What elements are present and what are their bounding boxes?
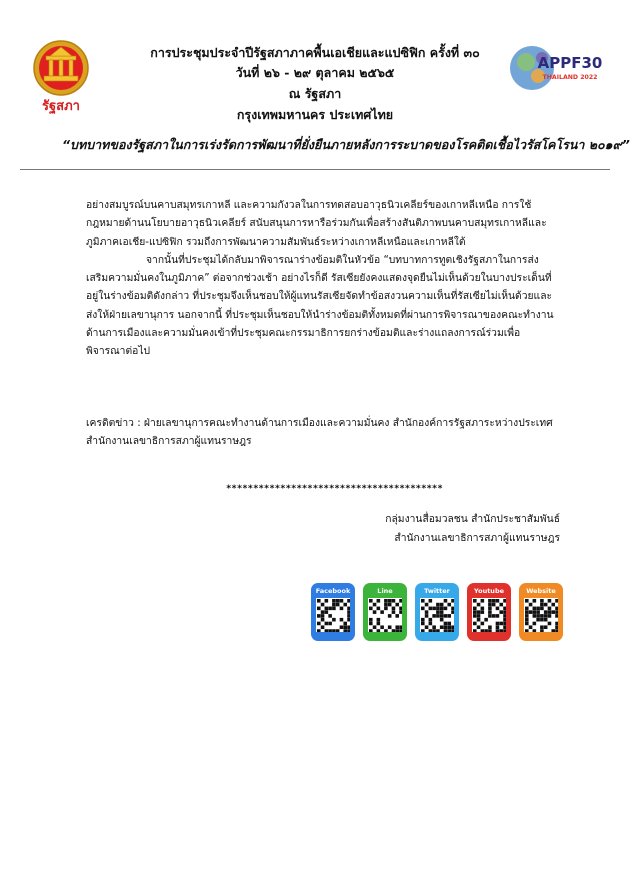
social-qr-links bbox=[311, 583, 563, 641]
website-label: Website bbox=[526, 587, 556, 595]
theme-subtitle: “บทบาทของรัฐสภาในการเร่งรัดการพัฒนาที่ยั่งยืนภายหลังการระบาดของโรคติดเชื้อไวรัสโคโรนา ๒๐๑๙” bbox=[62, 137, 630, 152]
website-qr-tile[interactable] bbox=[519, 583, 563, 641]
facebook-qr-tile[interactable] bbox=[311, 583, 355, 641]
appf30-logo-text: APPF30 bbox=[537, 54, 603, 72]
header-venue: ณ รัฐสภา bbox=[288, 86, 342, 101]
document-header bbox=[100, 44, 530, 125]
body-paragraph-1: อย่างสมบูรณ์บนคาบสมุทรเกาหลี และความกังวลในการทดสอบอาวุธนิวเคลียร์ของเกาหลีเหนือ การใช้กฎหมายด้านนโยบายอาวุธนิวเคลียร์ สนับสนุนการหารือร่วมกันเพื่อสร้างสันติภาพบนคาบสมุทรเกาหลีและภูมิภาคเอเชีย-แปซิฟิก รวมถึงการพัฒนาความสัมพันธ์ระหว่างเกาหลีเหนือและเกาหลีใต้ bbox=[86, 199, 547, 248]
signature-line-1: กลุ่มงานสื่อมวลชน สำนักประชาสัมพันธ์ bbox=[385, 513, 560, 525]
header-city: กรุงเทพมหานคร ประเทศไทย bbox=[236, 107, 394, 122]
parliament-logo bbox=[28, 38, 94, 116]
qr-code-icon bbox=[472, 598, 506, 632]
signature-line-2: สำนักงานเลขาธิการสภาผู้แทนราษฎร bbox=[394, 532, 560, 544]
signature-block bbox=[360, 510, 560, 548]
twitter-qr-tile[interactable] bbox=[415, 583, 459, 641]
twitter-label: Twitter bbox=[424, 587, 450, 595]
separator-stars: **************************************** bbox=[226, 484, 443, 494]
youtube-label: Youtube bbox=[474, 587, 504, 595]
body-paragraph-2: จากนั้นที่ประชุมได้กลับมาพิจารณาร่างข้อมติในหัวข้อ “บทบาทการทูตเชิงรัฐสภาในการส่งเสริมความมั่นคงในภูมิภาค” ต่อจากช่วงเช้า อย่างไรก็ดี รัสเซียยังคงแสดงจุดยืนไม่เห็นด้วยในบางประเด็นที่อยู่ในร่างข้อมติดังกล่าว ที่ประชุมจึงเห็นชอบให้ผู้แทนรัสเซียจัดทำข้อสงวนความเห็นที่รัสเซียไม่เห็นด้วยและส่งให้ฝ่ายเลขานุการ นอกจากนี้ ที่ประชุมเห็นชอบให้นำร่างข้อมติทั้งหมดที่ผ่านการพิจารณาของคณะทำงานด้านการเมืองและความมั่นคงเข้าที่ประชุมคณะกรรมาธิการยกร่างข้อมติและร่างแถลงการณ์ร่วมเพื่อพิจารณาต่อไป bbox=[86, 253, 554, 358]
header-date: วันที่ ๒๖ - ๒๙ ตุลาคม ๒๕๖๕ bbox=[235, 65, 395, 80]
qr-code-icon bbox=[368, 598, 402, 632]
parliament-logo-caption: รัฐสภา bbox=[42, 99, 80, 114]
news-body bbox=[86, 196, 554, 361]
youtube-qr-tile[interactable] bbox=[467, 583, 511, 641]
credit-line-2: สำนักงานเลขาธิการสภาผู้แทนราษฎร bbox=[86, 435, 252, 448]
qr-code-icon bbox=[316, 598, 350, 632]
appf30-logo-subtext: THAILAND 2022 bbox=[542, 74, 598, 81]
qr-code-icon bbox=[420, 598, 454, 632]
line-qr-tile[interactable] bbox=[363, 583, 407, 641]
credit-line-1: เครดิตข่าว : ฝ่ายเลขานุการคณะทำงานด้านการเมืองและความมั่นคง สำนักองค์การรัฐสภาระหว่างประเทศ bbox=[86, 417, 553, 429]
header-meeting-title: การประชุมประจำปีรัฐสภาภาคพื้นเอเชียและแปซิฟิก ครั้งที่ ๓๐ bbox=[150, 45, 480, 60]
qr-code-icon bbox=[524, 598, 558, 632]
facebook-label: Facebook bbox=[315, 587, 351, 595]
line-label: Line bbox=[377, 587, 393, 595]
news-credit bbox=[86, 414, 564, 451]
header-divider bbox=[20, 169, 610, 170]
